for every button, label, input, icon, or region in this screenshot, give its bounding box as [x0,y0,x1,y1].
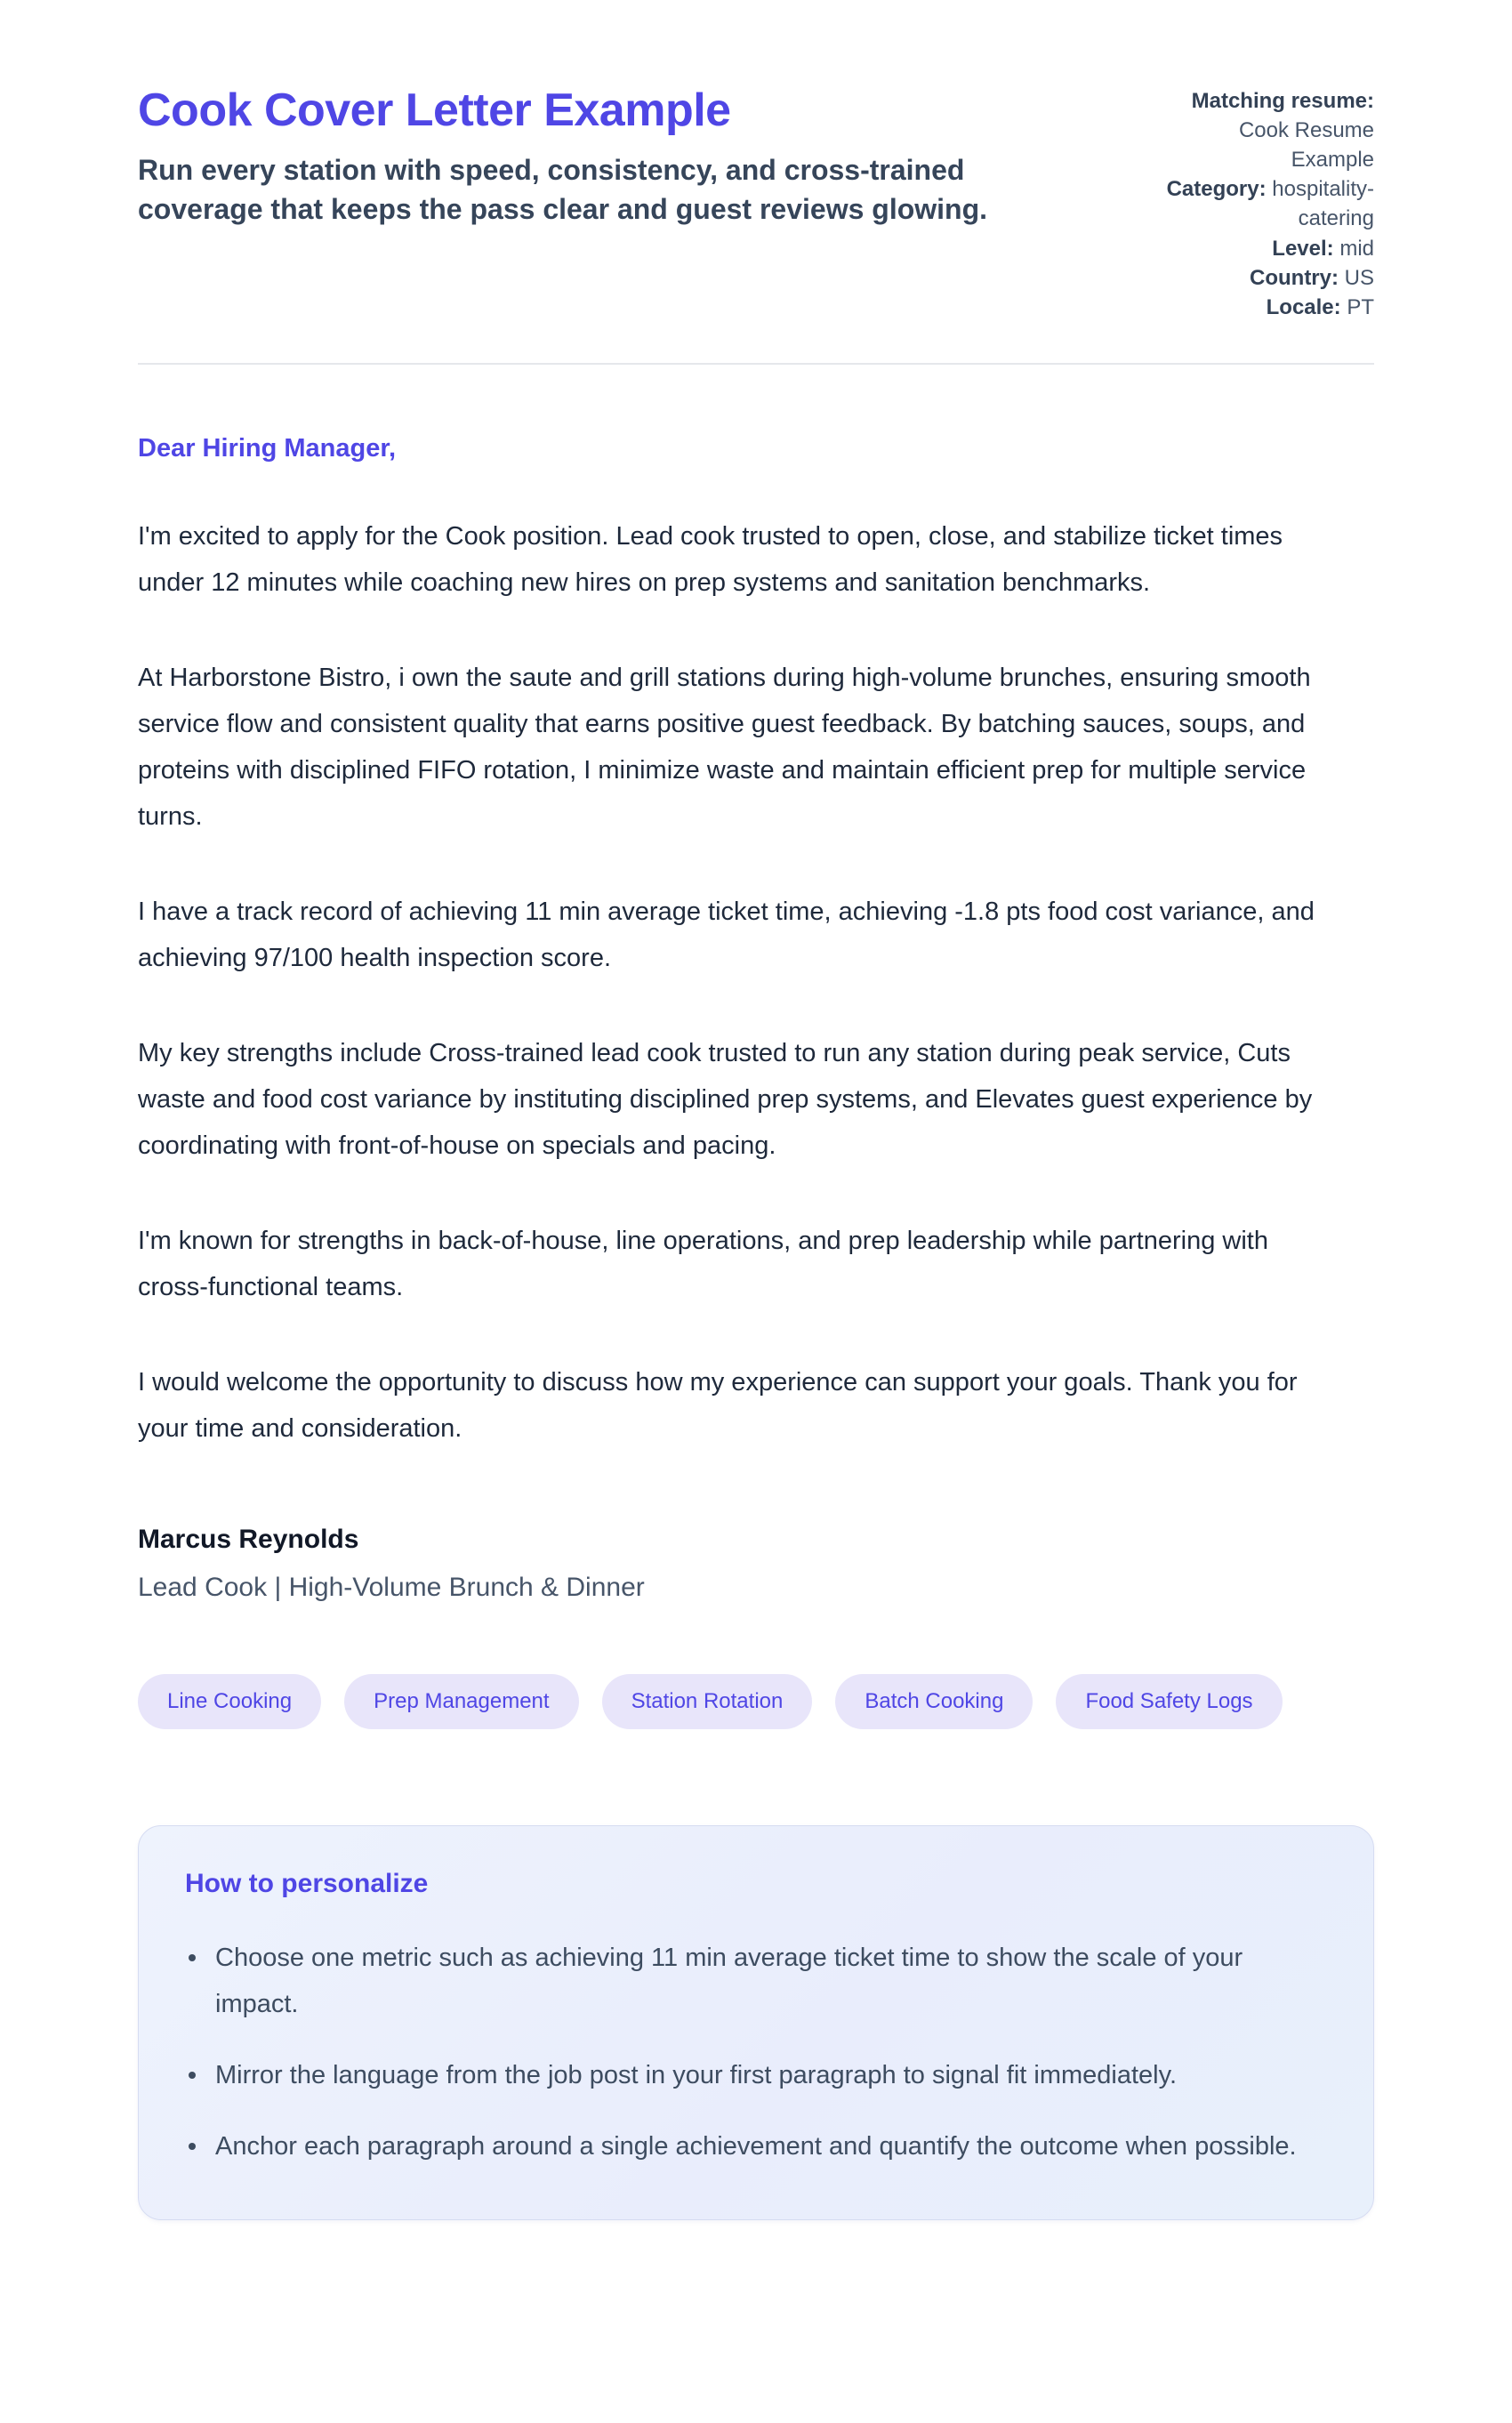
skill-tag-station-rotation: Station Rotation [602,1674,813,1729]
meta-value: hospitality-catering [1272,177,1374,231]
meta-label: Locale: [1266,294,1341,319]
bullet-dot-icon [189,2143,196,2150]
personalize-tip-3 [185,2123,1297,2169]
meta-level [1165,234,1374,263]
meta-label: Category: [1166,177,1267,202]
meta-value: US [1344,265,1374,290]
page-subtitle: Run every station with speed, consistency, and cross-trained coverage that keeps the pass clear and guest reviews glowing. [138,153,988,225]
page-title: Cook Cover Letter Example [138,85,731,136]
meta-value: mid [1339,236,1374,261]
letter-paragraph-1: I'm excited to apply for the Cook position. Lead cook trusted to open, close, and stabilize ticket times under 12 minutes while coaching new hires on prep systems and sanitation benchmarks. [138,521,1283,597]
skill-tag-list [138,1674,1374,1729]
personalize-tip-1 [185,1935,1297,2027]
letter-paragraph-6: I would welcome the opportunity to discuss how my experience can support your goals. Thank you for your time and consideration. [138,1367,1298,1443]
meta-value: Cook Resume Example [1238,118,1374,173]
header-titles [138,85,1165,229]
personalize-tip-list [185,1935,1327,2169]
meta-panel [1165,85,1374,322]
meta-label: Level: [1272,236,1334,261]
bullet-dot-icon [189,1954,196,1961]
skill-tag-line-cooking: Line Cooking [138,1674,321,1729]
meta-label: Matching resume: [1191,89,1374,113]
personalize-tip-2 [185,2052,1297,2098]
personalize-tip-text: Anchor each paragraph around a single achievement and quantify the outcome when possible. [215,2131,1297,2161]
letter-paragraph-3: I have a track record of achieving 11 min average ticket time, achieving -1.8 pts food cost variance, and achieving 97/100 health inspection score. [138,897,1315,972]
skill-tag-prep-management: Prep Management [344,1674,578,1729]
personalize-tip-text: Mirror the language from the job post in your first paragraph to signal fit immediately. [215,2060,1178,2089]
signature-title: Lead Cook | High-Volume Brunch & Dinner [138,1572,645,1602]
meta-locale [1165,293,1374,322]
personalize-box [138,1825,1374,2220]
skill-tag-food-safety-logs: Food Safety Logs [1056,1674,1282,1729]
personalize-tip-text: Choose one metric such as achieving 11 min average ticket time to show the scale of your impact. [215,1943,1243,2018]
letter-paragraph-2: At Harborstone Bistro, i own the saute and grill stations during high-volume brunches, ensuring smooth service flow and consistent quality that earns positive guest feedback. By batching sauces, soups, and proteins with disciplined FIFO rotation, I minimize waste and maintain efficient prep for multiple service turns. [138,663,1311,831]
skill-tag-batch-cooking: Batch Cooking [835,1674,1033,1729]
letter-greeting: Dear Hiring Manager, [138,433,397,463]
signature-name: Marcus Reynolds [138,1524,359,1554]
meta-value: PT [1347,294,1374,319]
header [138,85,1374,322]
letter-body [138,434,1374,1603]
meta-country [1165,263,1374,293]
bullet-dot-icon [189,2072,196,2079]
personalize-title: How to personalize [185,1868,429,1898]
meta-category [1165,174,1374,233]
meta-matching-resume [1165,86,1374,174]
header-divider [138,363,1374,365]
letter-paragraph-5: I'm known for strengths in back-of-house, line operations, and prep leadership while partnering with cross-functional teams. [138,1226,1268,1301]
meta-label: Country: [1250,265,1339,290]
letter-paragraph-4: My key strengths include Cross-trained lead cook trusted to run any station during peak service, Cuts waste and food cost variance by instituting disciplined prep systems, and Elevates guest experience by coordinating with front-of-house on specials and pacing. [138,1038,1313,1160]
